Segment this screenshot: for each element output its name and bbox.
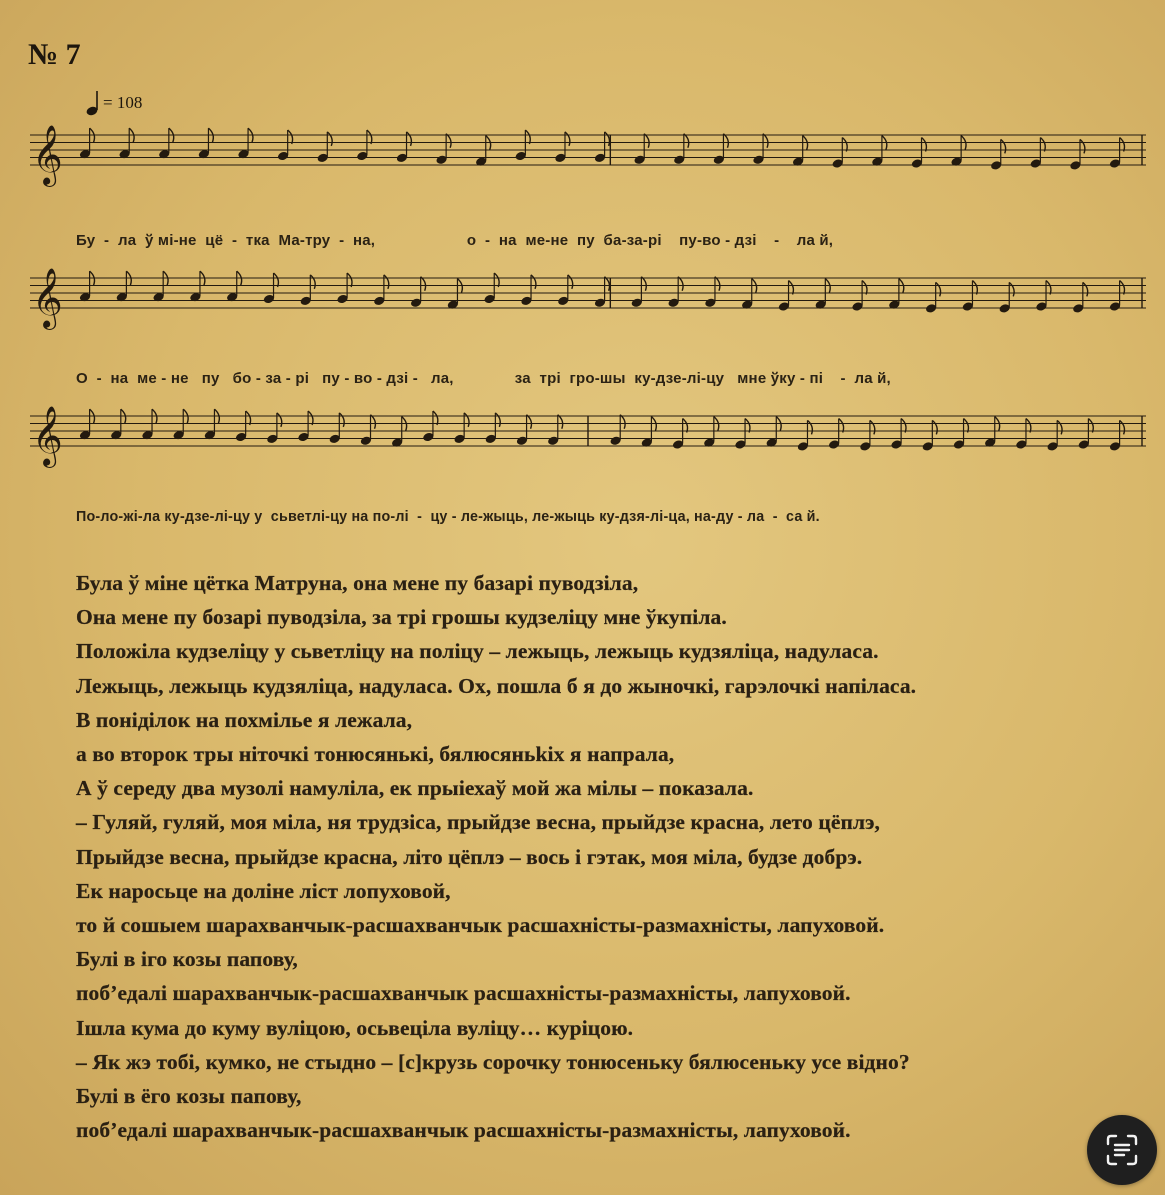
- note-head: [554, 132, 570, 163]
- note-head: [888, 279, 904, 310]
- music-staff-3: [30, 408, 1146, 488]
- verse-line: – Як жэ тобі, кумко, не стыдно – [с]крузь сорочку тонюсеньку бялюсеньку усе відно?: [76, 1049, 910, 1074]
- verse-text: [76, 566, 1151, 1147]
- tempo-marking: [86, 90, 142, 116]
- lyrics-line-1: Бу - ла ў мі-не цё - тка Ма-тру - на, о - на ме-не пу ба-за-рі пу-во - дзі - ла й,: [76, 232, 834, 249]
- note-head: [110, 409, 126, 440]
- note-head: [752, 134, 768, 165]
- note-head: [237, 128, 253, 159]
- verse-line: В поніділок на похмільe я лежала,: [76, 707, 413, 732]
- note-head: [410, 277, 426, 308]
- note-head: [871, 136, 887, 167]
- text-scan-button[interactable]: [1087, 1115, 1157, 1185]
- note-head: [172, 409, 188, 440]
- verse-line: А ў середу два музолі намуліла, ек прыіехаў мой жа мілы – показала.: [76, 776, 754, 801]
- note-head: [79, 128, 95, 159]
- note-head: [152, 271, 168, 302]
- note-head: [520, 275, 536, 306]
- verse-line: Ішла кума до куму вуліцою, осьвеціла вуліцу… куріцою.: [76, 1015, 634, 1040]
- note-head: [713, 134, 729, 165]
- note-head: [118, 128, 134, 159]
- verse-line: Лежыць, лежыць кудзяліца, надуласа. Ох, пошла б я до жыночкі, гарэлочкі напіласа.: [76, 673, 917, 698]
- note-head: [204, 409, 220, 440]
- note-head: [815, 279, 831, 310]
- treble-clef-icon: 𝄞: [32, 406, 63, 466]
- verse-line: Ек наросьце на доліне ліст лопуховой,: [76, 878, 451, 903]
- quarter-note-icon: [86, 90, 100, 116]
- note-head: [990, 139, 1006, 170]
- note-head: [641, 417, 657, 448]
- verse-line: Прыйдзе весна, прыйдзе красна, літо цёплэ – вось і гэтак, моя міла, будзе добрэ.: [76, 844, 863, 869]
- note-head: [435, 134, 451, 165]
- verse-line: Булі в ёго козы папову,: [76, 1084, 302, 1109]
- lyrics-line-2: О - на ме - не пу бо - за - рі пу - во - дзі - ла, за трі гро-шы ку-дзе-лі-цу мне ўку - пі - ла й,: [76, 370, 891, 387]
- note-head: [741, 279, 757, 310]
- verse-line: Булі в іго козы папову,: [76, 947, 298, 972]
- note-head: [475, 136, 491, 167]
- note-head: [1072, 282, 1088, 313]
- note-head: [300, 275, 316, 306]
- note-head: [141, 409, 157, 440]
- music-staff-1: [30, 127, 1146, 207]
- note-head: [317, 132, 333, 163]
- note-head: [485, 413, 501, 444]
- note-head: [547, 415, 563, 446]
- note-head: [198, 128, 214, 159]
- music-staff-2: [30, 270, 1146, 350]
- verse-line: а во второк тры ніточкі тонюсянькі, бялюсяньkіх я напрала,: [76, 742, 675, 767]
- note-head: [266, 413, 282, 444]
- note-head: [859, 420, 875, 451]
- note-head: [447, 279, 463, 310]
- note-head: [609, 415, 625, 446]
- note-head: [631, 277, 647, 308]
- note-head: [703, 417, 719, 448]
- note-head: [925, 282, 941, 313]
- note-head: [329, 413, 345, 444]
- note-head: [765, 417, 781, 448]
- note-head: [1046, 420, 1062, 451]
- note-head: [396, 132, 412, 163]
- note-head: [373, 275, 389, 306]
- note-head: [950, 136, 966, 167]
- note-head: [792, 136, 808, 167]
- note-head: [998, 282, 1014, 313]
- staff-svg-2: [30, 270, 1146, 350]
- note-head: [79, 271, 95, 302]
- verse-line: поб’едалі шарахванчык-расшахванчык расшахністы-размахністы, лапуховой.: [76, 1118, 851, 1143]
- note-head: [391, 417, 407, 448]
- verse-line: – Гуляй, гуляй, моя міла, ня трудзіса, прыйдзе весна, прыйдзе красна, лето цёплэ,: [76, 810, 881, 835]
- treble-clef-icon: 𝄞: [32, 268, 63, 328]
- text-scan-icon: [1105, 1133, 1139, 1167]
- note-head: [633, 134, 649, 165]
- note-head: [704, 277, 720, 308]
- note-head: [1069, 139, 1085, 170]
- note-head: [226, 271, 242, 302]
- verse-line: Положіла кудзеліцу у сьветліцу на поліцу – лежыць, лежыць кудзяліца, надуласа.: [76, 639, 879, 664]
- verse-line: Була ў міне цётка Матруна, она мене пу базарі пуводзіла,: [76, 571, 639, 595]
- verse-line: Она мене пу бозарі пуводзіла, за трі грошы кудзеліцу мне ўкупіла.: [76, 605, 727, 630]
- note-head: [116, 271, 132, 302]
- verse-line: поб’едалі шарахванчык-расшахванчык расшахністы-размахністы, лапуховой.: [76, 981, 851, 1006]
- note-head: [984, 417, 1000, 448]
- note-head: [667, 277, 683, 308]
- note-head: [594, 277, 610, 308]
- note-head: [1109, 420, 1125, 451]
- note-head: [673, 134, 689, 165]
- staff-svg-1: [30, 127, 1146, 207]
- note-head: [79, 409, 95, 440]
- note-head: [594, 132, 610, 163]
- note-head: [516, 415, 532, 446]
- note-head: [557, 275, 573, 306]
- note-head: [360, 415, 376, 446]
- treble-clef-icon: 𝄞: [32, 125, 63, 185]
- verse-line: то й сошыем шарахванчык-расшахванчык расшахністы-размахністы, лапуховой.: [76, 913, 885, 938]
- note-head: [797, 420, 813, 451]
- note-head: [189, 271, 205, 302]
- tempo-value: = 108: [103, 93, 143, 112]
- song-number: № 7: [28, 38, 81, 71]
- note-head: [158, 128, 174, 159]
- note-head: [922, 420, 938, 451]
- note-head: [453, 413, 469, 444]
- lyrics-line-3: По-ло-жі-ла ку-дзе-лі-цу у сьветлі-цу на по-лі - цу - ле-жыць, ле-жыць ку-дзя-лі-ца, на-ду - ла - са й.: [76, 509, 820, 525]
- staff-svg-3: [30, 408, 1146, 488]
